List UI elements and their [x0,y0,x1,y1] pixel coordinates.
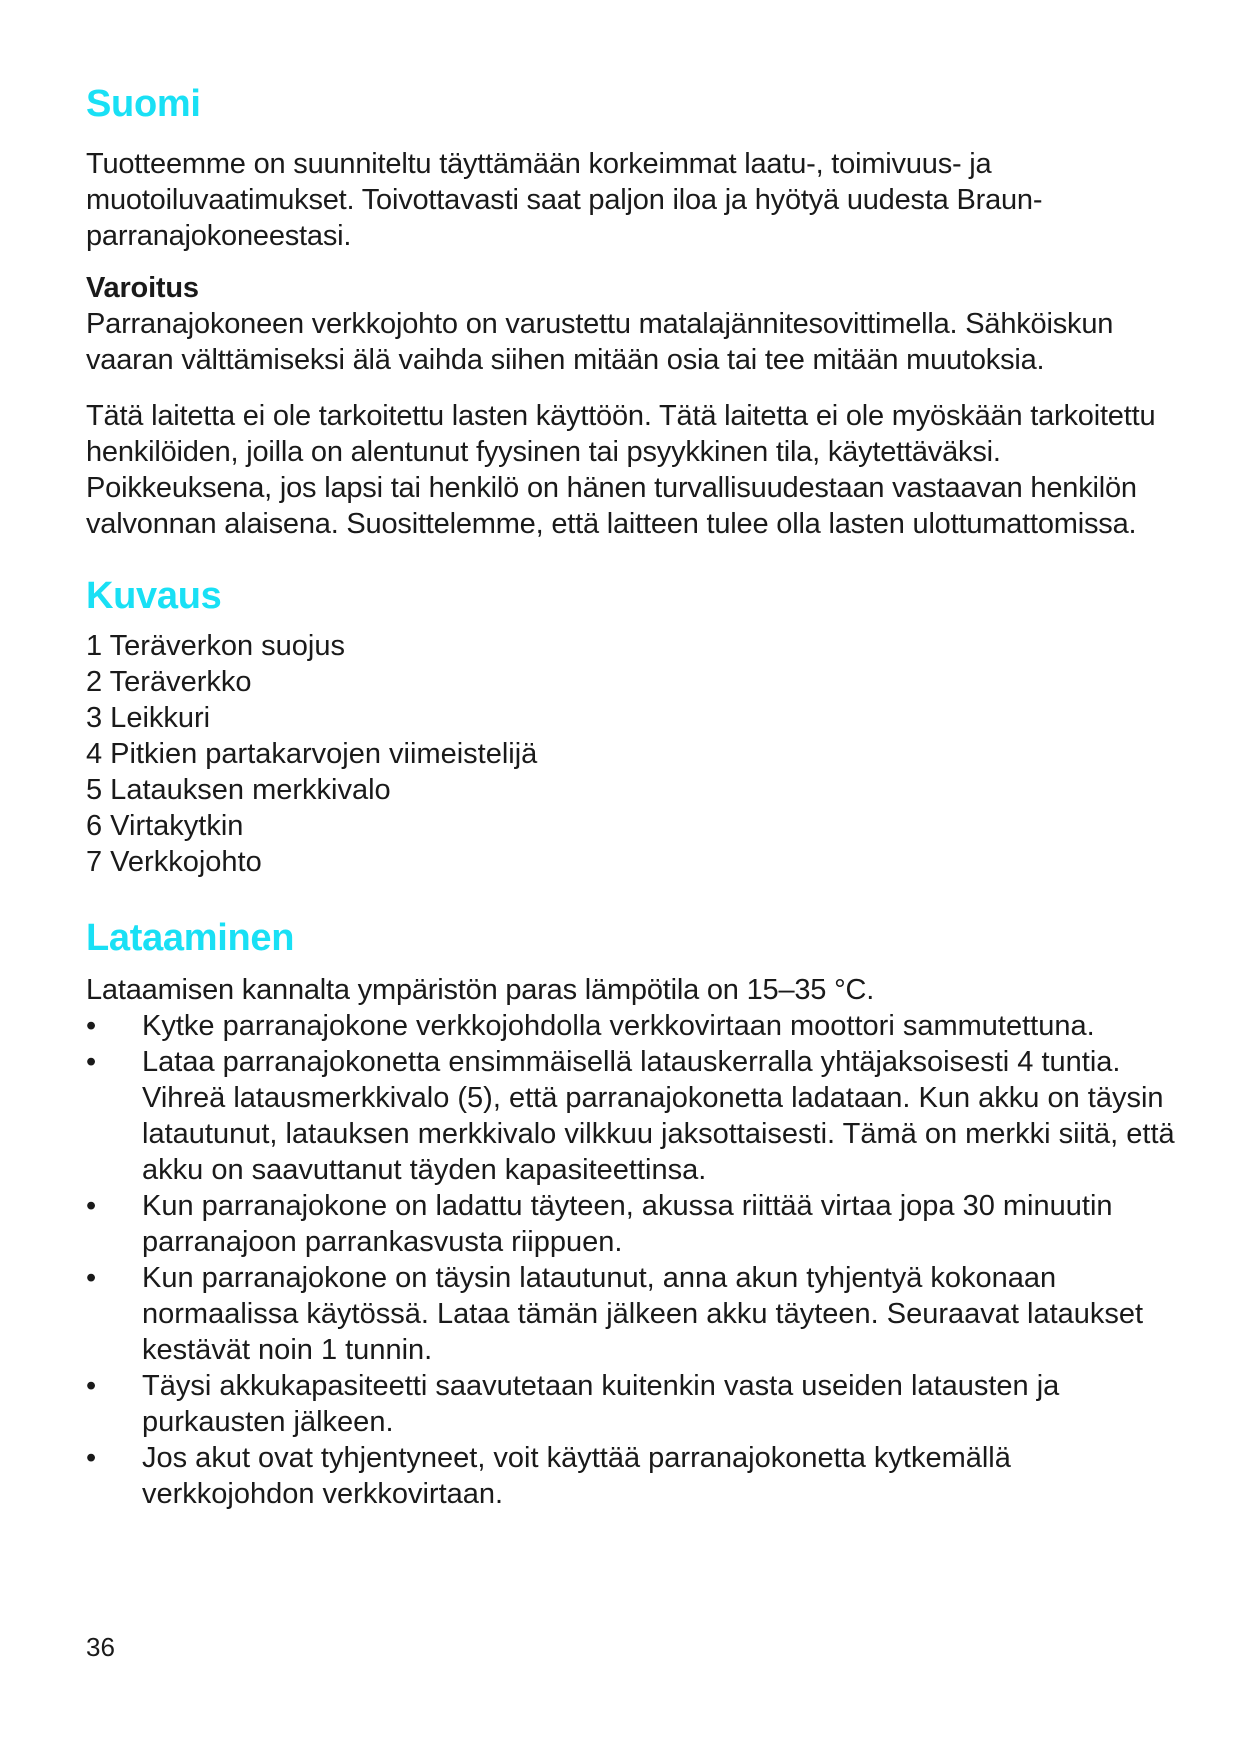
charging-bullet-list [86,1008,1176,1512]
bullet-icon: • [86,1370,97,1402]
list-item [86,1440,1176,1512]
bullet-icon: • [86,1262,97,1294]
section-title-lataaminen: Lataaminen [86,917,295,959]
list-item: 5 Latauksen merkkivalo [86,774,391,806]
list-item [86,1044,1176,1188]
list-item [86,1188,1176,1260]
page-number: 36 [86,1632,115,1662]
parts-list [86,628,1176,880]
bullet-text: Kun parranajokone on täysin latautunut, anna akun tyhjentyä kokonaan normaalissa käytössä. Lataa tämän jälkeen akku täyteen. Seuraavat lataukset kestävät noin 1 tunnin. [142,1262,1144,1366]
list-item [86,1008,1176,1044]
list-item: 4 Pitkien partakarvojen viimeistelijä [86,738,538,770]
bullet-text: Jos akut ovat tyhjentyneet, voit käyttää parranajokonetta kytkemällä verkkojohdon verkkovirtaan. [142,1442,1011,1510]
list-item: 1 Teräverkon suojus [86,630,346,662]
bullet-icon: • [86,1010,97,1042]
list-item [86,1368,1176,1440]
list-item: 6 Virtakytkin [86,810,244,842]
charging-intro: Lataamisen kannalta ympäristön paras lämpötila on 15–35 °C. [86,974,875,1006]
list-item: 2 Teräverkko [86,666,252,698]
manual-page [86,80,1176,1512]
intro-paragraph: Tuotteemme on suunniteltu täyttämään korkeimmat laatu-, toimivuus- ja muotoiluvaatimukset. Toivottavasti saat paljon iloa ja hyötyä uudesta Braun-parranajokoneestasi. [86,148,1043,252]
list-item: 7 Verkkojohto [86,846,262,878]
children-warning-paragraph: Tätä laitetta ei ole tarkoitettu lasten käyttöön. Tätä laitetta ei ole myöskään tarkoitettu henkilöiden, joilla on alentunut fyysinen tai psyykkinen tila, käytettäväksi. Poikkeuksena, jos lapsi tai henkilö on hänen turvallisuudestaan vastaavan henkilön valvonnan alaisena. Suosittelemme, että laitteen tulee olla lasten ulottumattomissa. [86,400,1156,540]
section-title-suomi: Suomi [86,83,201,125]
bullet-icon: • [86,1190,97,1222]
bullet-text: Täysi akkukapasiteetti saavutetaan kuitenkin vasta useiden latausten ja purkausten jälkeen. [142,1370,1060,1438]
warning-paragraph: Parranajokoneen verkkojohto on varustettu matalajännitesovittimella. Sähköiskun vaaran välttämiseksi älä vaihda siihen mitään osia tai tee mitään muutoksia. [86,308,1114,376]
bullet-icon: • [86,1442,97,1474]
bullet-text: Lataa parranajokonetta ensimmäisellä latauskerralla yhtäjaksoisesti 4 tuntia. Vihreä latausmerkkivalo (5), että parranajokonetta ladataan. Kun akku on täysin latautunut, latauksen merkkivalo vilkkuu jaksottaisesti. Tämä on merkki siitä, että akku on saavuttanut täyden kapasiteettinsa. [142,1046,1175,1186]
warning-title: Varoitus [86,272,199,304]
bullet-text: Kun parranajokone on ladattu täyteen, akussa riittää virtaa jopa 30 minuutin parranajoon parrankasvusta riippuen. [142,1190,1113,1258]
bullet-icon: • [86,1046,97,1078]
bullet-text: Kytke parranajokone verkkojohdolla verkkovirtaan moottori sammutettuna. [142,1010,1095,1042]
list-item [86,1260,1176,1368]
list-item: 3 Leikkuri [86,702,211,734]
section-title-kuvaus: Kuvaus [86,575,222,617]
